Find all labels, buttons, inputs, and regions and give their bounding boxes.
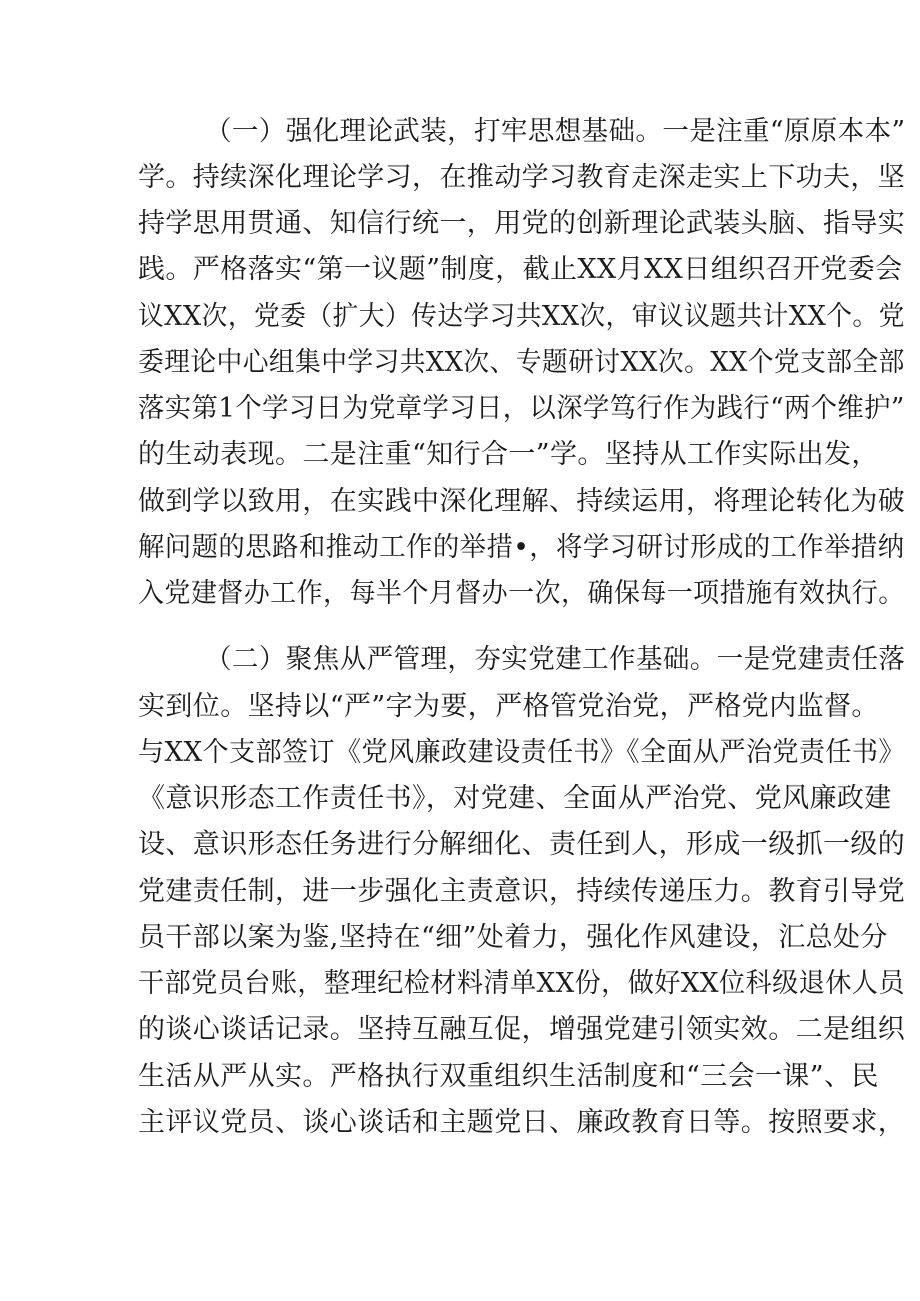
- paragraph-2-line-6: 党建责任制，进一步强化主责意识，持续传递压力。教育引导党: [138, 876, 906, 907]
- paragraph-1-line-6: 委理论中心组集中学习共XX次、专题研讨XX次。XX个党支部全部: [138, 347, 905, 378]
- paragraph-2-line-7: 员干部以案为鉴,坚持在“细”处着力，强化作风建设，汇总处分: [138, 922, 888, 953]
- paragraph-1-line-10: 解问题的思路和推动工作的举措•，将学习研讨形成的工作举措纳: [138, 532, 905, 563]
- paragraph-2-line-5: 设、意识形态任务进行分解细化、责任到人，形成一级抓一级的: [138, 829, 906, 860]
- paragraph-1-line-8: 的生动表现。二是注重“知行合一”学。坚持从工作实际出发，: [138, 439, 879, 470]
- paragraph-1-line-1: （一）强化理论武装，打牢思想基础。一是注重“原原本本”: [205, 116, 906, 147]
- paragraph-1-line-7: 落实第1个学习日为党章学习日，以深学笃行作为践行“两个维护”: [138, 393, 905, 424]
- paragraph-2-line-1: （二）聚焦从严管理，夯实党建工作基础。一是党建责任落: [205, 644, 906, 675]
- paragraph-1-line-11: 入党建督办工作，每半个月督办一次，确保每一项措施有效执行。: [138, 578, 905, 609]
- paragraph-2-line-8: 干部党员台账，整理纪检材料清单XX份，做好XX位科级退休人员: [138, 968, 905, 999]
- paragraph-2-line-4: 《意识形态工作责任书》，对党建、全面从严治党、党风廉政建: [138, 783, 892, 814]
- paragraph-2-line-2: 实到位。坚持以“严”字为要，严格管党治党，严格党内监督。: [138, 691, 879, 722]
- paragraph-1-line-9: 做到学以致用，在实践中深化理解、持续运用，将理论转化为破: [138, 486, 906, 517]
- paragraph-2-line-10: 生活从严从实。严格执行双重组织生活制度和“三会一课”、民: [138, 1061, 879, 1092]
- paragraph-2-line-3: 与XX个支部签订《党风廉政建设责任书》《全面从严治党责任书》: [138, 737, 905, 768]
- paragraph-2-line-9: 的谈心谈话记录。坚持互融互促，增强党建引领实效。二是组织: [138, 1014, 906, 1045]
- paragraph-1-line-2: 学。持续深化理论学习，在推动学习教育走深走实上下功夫，坚: [138, 162, 906, 193]
- paragraph-1-line-4: 践。严格落实“第一议题”制度，截止XX月XX日组织召开党委会: [138, 254, 903, 285]
- paragraph-2-line-11: 主评议党员、谈心谈话和主题党日、廉政教育日等。按照要求，: [138, 1107, 906, 1138]
- paragraph-1-line-5: 议XX次，党委（扩大）传达学习共XX次，审议议题共计XX个。党: [138, 301, 905, 332]
- paragraph-1-line-3: 持学思用贯通、知信行统一，用党的创新理论武装头脑、指导实: [138, 208, 906, 239]
